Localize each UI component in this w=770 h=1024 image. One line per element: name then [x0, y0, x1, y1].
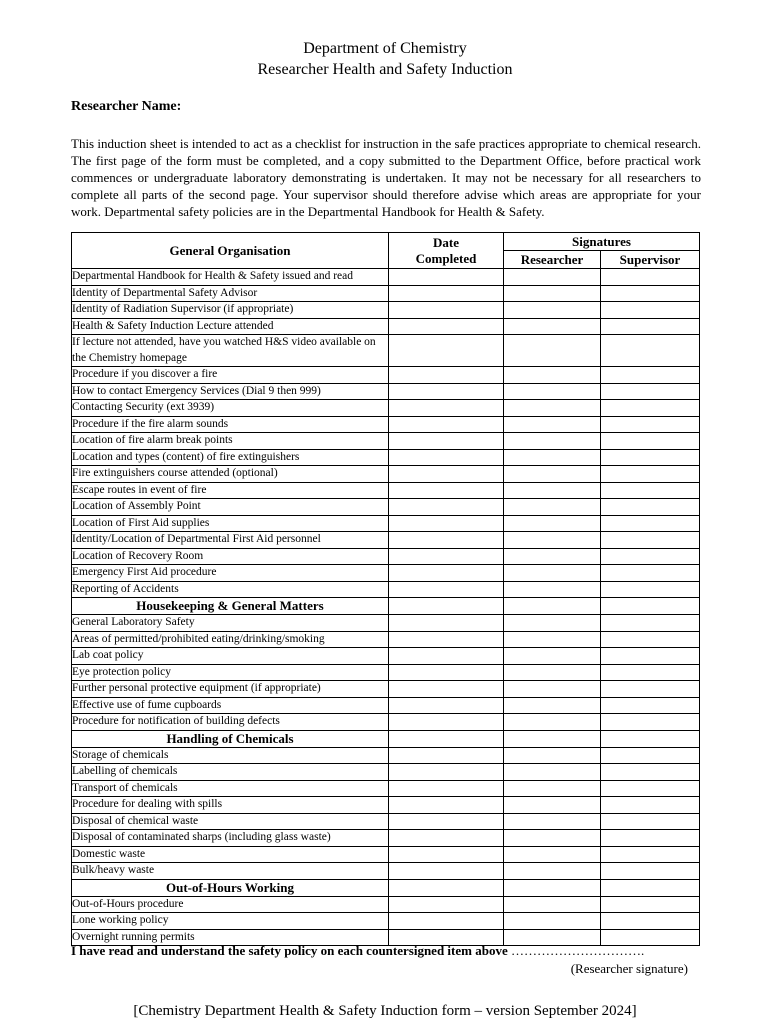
supervisor-signature-cell[interactable] [601, 466, 700, 483]
checklist-item-label: Identity/Location of Departmental First Aid personnel [72, 532, 389, 549]
researcher-signature-cell[interactable] [504, 615, 601, 632]
signature-caption: (Researcher signature) [570, 961, 688, 976]
supervisor-signature-cell[interactable] [601, 697, 700, 714]
checklist-row [72, 697, 700, 714]
date-cell[interactable] [389, 797, 504, 814]
date-cell[interactable] [389, 747, 504, 764]
supervisor-signature-cell[interactable] [601, 730, 700, 747]
date-cell[interactable] [389, 581, 504, 598]
supervisor-signature-cell[interactable] [601, 797, 700, 814]
checklist-item-label: Procedure for dealing with spills [72, 797, 389, 814]
date-cell[interactable] [389, 383, 504, 400]
date-cell[interactable] [389, 285, 504, 302]
supervisor-signature-cell[interactable] [601, 515, 700, 532]
declaration-text: I have read and understand the safety policy on each countersigned item above [71, 943, 508, 958]
researcher-signature-cell[interactable] [504, 764, 601, 781]
checklist-row [72, 830, 700, 847]
supervisor-signature-cell[interactable] [601, 681, 700, 698]
checklist-item-label: Escape routes in event of fire [72, 482, 389, 499]
date-cell[interactable] [389, 318, 504, 335]
checklist-item-label: Procedure if the fire alarm sounds [72, 416, 389, 433]
researcher-signature-cell[interactable] [504, 664, 601, 681]
checklist-row [72, 318, 700, 335]
researcher-signature-cell[interactable] [504, 383, 601, 400]
supervisor-signature-cell[interactable] [601, 648, 700, 665]
checklist-item-label: Location and types (content) of fire extinguishers [72, 449, 389, 466]
checklist-item-label: Contacting Security (ext 3939) [72, 400, 389, 417]
date-cell[interactable] [389, 367, 504, 384]
checklist-item-label: Out-of-Hours procedure [72, 896, 389, 913]
date-cell[interactable] [389, 615, 504, 632]
date-cell[interactable] [389, 515, 504, 532]
checklist-row [72, 532, 700, 549]
researcher-signature-cell[interactable] [504, 797, 601, 814]
researcher-signature-cell[interactable] [504, 879, 601, 896]
date-cell[interactable] [389, 697, 504, 714]
checklist-row [72, 466, 700, 483]
date-cell[interactable] [389, 913, 504, 930]
researcher-signature-cell[interactable] [504, 681, 601, 698]
supervisor-signature-cell[interactable] [601, 598, 700, 615]
checklist-item-label: Location of Assembly Point [72, 499, 389, 516]
checklist-item-label: Procedure if you discover a fire [72, 367, 389, 384]
researcher-signature-cell[interactable] [504, 780, 601, 797]
checklist-row [72, 285, 700, 302]
researcher-signature-cell[interactable] [504, 285, 601, 302]
researcher-signature-cell[interactable] [504, 581, 601, 598]
researcher-signature-cell[interactable] [504, 416, 601, 433]
checklist-item-label: Transport of chemicals [72, 780, 389, 797]
date-cell[interactable] [389, 400, 504, 417]
date-cell[interactable] [389, 813, 504, 830]
department-title: Department of Chemistry [303, 40, 467, 57]
researcher-signature-cell[interactable] [504, 747, 601, 764]
date-cell[interactable] [389, 714, 504, 731]
checklist-row [72, 433, 700, 450]
checklist-row [72, 383, 700, 400]
supervisor-signature-cell[interactable] [601, 565, 700, 582]
date-cell[interactable] [389, 598, 504, 615]
date-cell[interactable] [389, 565, 504, 582]
supervisor-signature-cell[interactable] [601, 664, 700, 681]
checklist-item-label: Further personal protective equipment (if appropriate) [72, 681, 389, 698]
checklist-row [72, 565, 700, 582]
checklist-item-label: Labelling of chemicals [72, 764, 389, 781]
checklist-item-label: Health & Safety Induction Lecture attended [72, 318, 389, 335]
researcher-signature-cell[interactable] [504, 913, 601, 930]
checklist-row [72, 714, 700, 731]
supervisor-signature-cell[interactable] [601, 615, 700, 632]
date-cell[interactable] [389, 764, 504, 781]
researcher-signature-cell[interactable] [504, 466, 601, 483]
checklist-row [72, 581, 700, 598]
researcher-signature-cell[interactable] [504, 598, 601, 615]
researcher-signature-cell[interactable] [504, 648, 601, 665]
supervisor-signature-cell[interactable] [601, 499, 700, 516]
supervisor-signature-cell[interactable] [601, 449, 700, 466]
researcher-signature-cell[interactable] [504, 631, 601, 648]
researcher-signature-cell[interactable] [504, 449, 601, 466]
supervisor-signature-cell[interactable] [601, 532, 700, 549]
checklist-item-label: Location of Recovery Room [72, 548, 389, 565]
researcher-signature-cell[interactable] [504, 515, 601, 532]
supervisor-signature-cell[interactable] [601, 780, 700, 797]
date-header-line1: Date [433, 234, 459, 250]
checklist-item-label: Effective use of fume cupboards [72, 697, 389, 714]
researcher-signature-cell[interactable] [504, 730, 601, 747]
supervisor-signature-cell[interactable] [601, 285, 700, 302]
researcher-name-label: Researcher Name: [71, 99, 182, 114]
supervisor-signature-cell[interactable] [601, 383, 700, 400]
signatures-header: Signatures [504, 233, 700, 251]
date-cell[interactable] [389, 863, 504, 880]
checklist-row [72, 269, 700, 286]
date-cell[interactable] [389, 631, 504, 648]
researcher-signature-cell[interactable] [504, 433, 601, 450]
form-title: Researcher Health and Safety Induction [257, 61, 513, 78]
checklist-item-label: Location of fire alarm break points [72, 433, 389, 450]
date-cell[interactable] [389, 681, 504, 698]
section-header-row [72, 598, 700, 615]
supervisor-signature-cell[interactable] [601, 813, 700, 830]
supervisor-signature-cell[interactable] [601, 913, 700, 930]
general-organisation-header: General Organisation [72, 233, 389, 269]
checklist-item-label: Location of First Aid supplies [72, 515, 389, 532]
checklist-table [71, 232, 700, 946]
section-title: Out-of-Hours Working [72, 879, 389, 896]
checklist-item-label: Procedure for notification of building defects [72, 714, 389, 731]
researcher-signature-cell[interactable] [504, 335, 601, 367]
supervisor-signature-cell[interactable] [601, 830, 700, 847]
signature-dots[interactable]: …………………………. [510, 943, 645, 958]
date-cell[interactable] [389, 896, 504, 913]
checklist-row [72, 797, 700, 814]
supervisor-signature-cell[interactable] [601, 433, 700, 450]
checklist-row [72, 416, 700, 433]
supervisor-signature-cell[interactable] [601, 367, 700, 384]
date-completed-header [389, 233, 504, 269]
date-cell[interactable] [389, 335, 504, 367]
supervisor-signature-cell[interactable] [601, 400, 700, 417]
checklist-row [72, 335, 700, 367]
checklist-item-label: Reporting of Accidents [72, 581, 389, 598]
researcher-signature-cell[interactable] [504, 499, 601, 516]
researcher-signature-cell[interactable] [504, 400, 601, 417]
supervisor-signature-cell[interactable] [601, 318, 700, 335]
supervisor-signature-cell[interactable] [601, 269, 700, 286]
date-cell[interactable] [389, 433, 504, 450]
supervisor-signature-cell[interactable] [601, 482, 700, 499]
checklist-item-label: Domestic waste [72, 846, 389, 863]
checklist-row [72, 449, 700, 466]
section-title: Housekeeping & General Matters [72, 598, 389, 615]
checklist-item-label: Disposal of chemical waste [72, 813, 389, 830]
researcher-signature-cell[interactable] [504, 318, 601, 335]
date-cell[interactable] [389, 846, 504, 863]
date-cell[interactable] [389, 466, 504, 483]
date-cell[interactable] [389, 416, 504, 433]
researcher-signature-cell[interactable] [504, 565, 601, 582]
researcher-signature-cell[interactable] [504, 813, 601, 830]
supervisor-signature-cell[interactable] [601, 302, 700, 319]
checklist-row [72, 648, 700, 665]
checklist-row [72, 813, 700, 830]
checklist-row [72, 681, 700, 698]
supervisor-signature-cell[interactable] [601, 714, 700, 731]
supervisor-header: Supervisor [601, 251, 700, 269]
intro-paragraph: This induction sheet is intended to act as a checklist for instruction in the safe practices appropriate to chemical research. The first page of the form must be completed, and a copy submitted to the Department Office, before practical work commences or undergraduate laboratory demonstrating is undertaken. It may not be necessary for all researchers to complete all parts of the second page. Your supervisor should therefore advise which areas are appropriate for your work. Departmental safety policies are in the Departmental Handbook for Health & Safety. [71, 136, 701, 219]
checklist-row [72, 764, 700, 781]
supervisor-signature-cell[interactable] [601, 747, 700, 764]
researcher-signature-cell[interactable] [504, 846, 601, 863]
checklist-row [72, 863, 700, 880]
date-header-line2: Completed [415, 250, 477, 266]
checklist-item-label: Departmental Handbook for Health & Safety issued and read [72, 269, 389, 286]
researcher-signature-cell[interactable] [504, 714, 601, 731]
date-cell[interactable] [389, 664, 504, 681]
date-cell[interactable] [389, 830, 504, 847]
checklist-item-label: If lecture not attended, have you watched H&S video available on the Chemistry homepage [72, 335, 389, 367]
date-cell[interactable] [389, 648, 504, 665]
date-cell[interactable] [389, 730, 504, 747]
checklist-item-label: Emergency First Aid procedure [72, 565, 389, 582]
checklist-item-label: General Laboratory Safety [72, 615, 389, 632]
checklist-item-label: Disposal of contaminated sharps (including glass waste) [72, 830, 389, 847]
date-cell[interactable] [389, 499, 504, 516]
supervisor-signature-cell[interactable] [601, 863, 700, 880]
checklist-item-label: Identity of Departmental Safety Advisor [72, 285, 389, 302]
checklist-row [72, 896, 700, 913]
section-title: Handling of Chemicals [72, 730, 389, 747]
section-header-row [72, 730, 700, 747]
checklist-row [72, 367, 700, 384]
researcher-signature-cell[interactable] [504, 482, 601, 499]
checklist-item-label: How to contact Emergency Services (Dial 9 then 999) [72, 383, 389, 400]
checklist-row [72, 631, 700, 648]
checklist-row [72, 615, 700, 632]
researcher-signature-cell[interactable] [504, 367, 601, 384]
researcher-signature-cell[interactable] [504, 863, 601, 880]
checklist-row [72, 482, 700, 499]
checklist-item-label: Identity of Radiation Supervisor (if appropriate) [72, 302, 389, 319]
checklist-row [72, 548, 700, 565]
date-cell[interactable] [389, 269, 504, 286]
checklist-row [72, 499, 700, 516]
checklist-item-label: Fire extinguishers course attended (optional) [72, 466, 389, 483]
checklist-item-label: Storage of chemicals [72, 747, 389, 764]
researcher-signature-cell[interactable] [504, 269, 601, 286]
checklist-item-label: Eye protection policy [72, 664, 389, 681]
researcher-signature-cell[interactable] [504, 697, 601, 714]
supervisor-signature-cell[interactable] [601, 764, 700, 781]
supervisor-signature-cell[interactable] [601, 879, 700, 896]
checklist-item-label: Overnight running permits [72, 929, 389, 946]
checklist-item-label: Lone working policy [72, 913, 389, 930]
checklist-row [72, 913, 700, 930]
researcher-signature-cell[interactable] [504, 302, 601, 319]
checklist-row [72, 400, 700, 417]
date-cell[interactable] [389, 532, 504, 549]
researcher-signature-cell[interactable] [504, 532, 601, 549]
checklist-body [72, 269, 700, 946]
date-cell[interactable] [389, 449, 504, 466]
supervisor-signature-cell[interactable] [601, 581, 700, 598]
supervisor-signature-cell[interactable] [601, 846, 700, 863]
date-cell[interactable] [389, 548, 504, 565]
checklist-row [72, 515, 700, 532]
supervisor-signature-cell[interactable] [601, 416, 700, 433]
checklist-item-label: Bulk/heavy waste [72, 863, 389, 880]
supervisor-signature-cell[interactable] [601, 548, 700, 565]
supervisor-signature-cell[interactable] [601, 631, 700, 648]
researcher-signature-cell[interactable] [504, 830, 601, 847]
date-cell[interactable] [389, 879, 504, 896]
checklist-row [72, 780, 700, 797]
date-cell[interactable] [389, 780, 504, 797]
supervisor-signature-cell[interactable] [601, 896, 700, 913]
checklist-item-label: Areas of permitted/prohibited eating/drinking/smoking [72, 631, 389, 648]
researcher-header: Researcher [504, 251, 601, 269]
checklist-row [72, 302, 700, 319]
declaration [71, 943, 699, 959]
checklist-item-label: Lab coat policy [72, 648, 389, 665]
supervisor-signature-cell[interactable] [601, 335, 700, 367]
date-cell[interactable] [389, 302, 504, 319]
researcher-signature-cell[interactable] [504, 548, 601, 565]
checklist-row [72, 664, 700, 681]
date-cell[interactable] [389, 482, 504, 499]
checklist-row [72, 747, 700, 764]
checklist-row [72, 846, 700, 863]
form-footer: [Chemistry Department Health & Safety Induction form – version September 2024] [133, 1003, 637, 1019]
section-header-row [72, 879, 700, 896]
researcher-signature-cell[interactable] [504, 896, 601, 913]
